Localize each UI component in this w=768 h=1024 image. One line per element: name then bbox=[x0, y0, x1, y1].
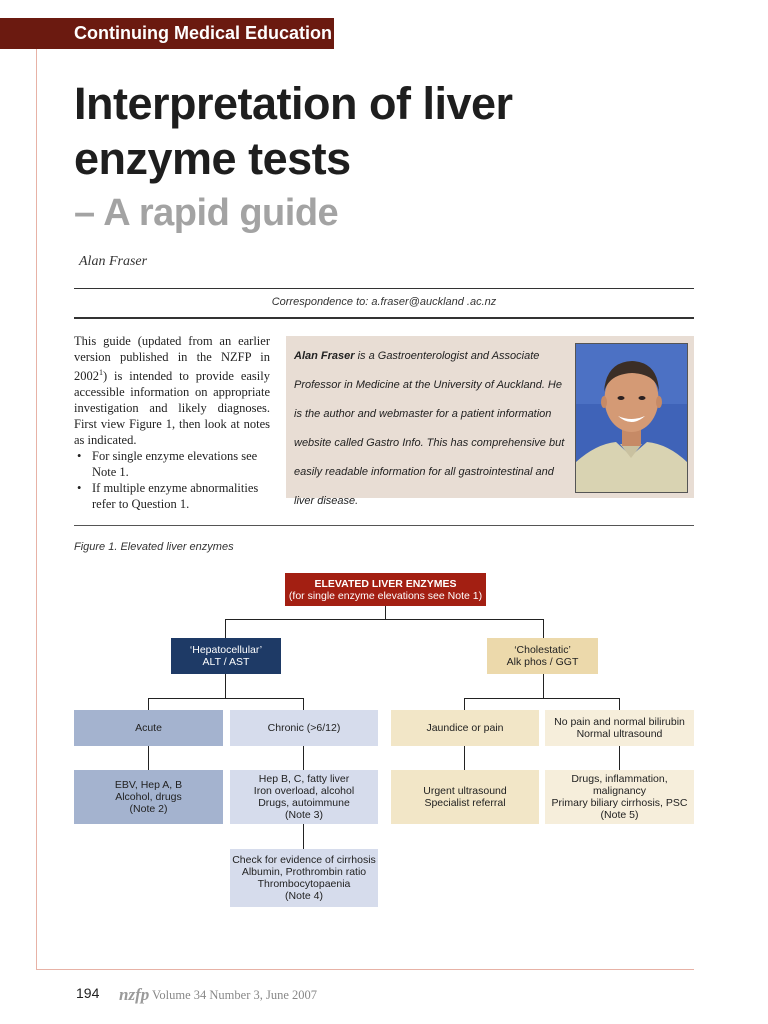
root-title: ELEVATED LIVER ENZYMES bbox=[314, 577, 457, 590]
intro-text-part2: ) is intended to provide easily accessible information on appropriate investigation and likely diagnoses. First view Figure 1, then look at notes as indicated. bbox=[74, 369, 270, 448]
acute-cause: Alcohol, drugs bbox=[115, 791, 182, 803]
page-number: 194 bbox=[76, 985, 100, 1001]
connector bbox=[619, 698, 620, 710]
bullet-item: • If multiple enzyme abnormalities refer to Question 1. bbox=[74, 480, 270, 512]
chronic-note: (Note 3) bbox=[285, 809, 323, 821]
connector bbox=[148, 698, 304, 699]
connector bbox=[543, 619, 544, 638]
volume-info: Volume 34 Number 3, June 2007 bbox=[152, 988, 318, 1002]
connector bbox=[303, 745, 304, 770]
title-line-1: Interpretation of liver bbox=[74, 78, 513, 129]
cirrhosis-check-box bbox=[230, 849, 378, 907]
cholestatic-enzymes: Alk phos / GGT bbox=[506, 656, 579, 668]
correspondence: Correspondence to: a.fraser@auckland .ac.nz bbox=[271, 296, 497, 308]
hepatocellular-label: ‘Hepatocellular’ bbox=[189, 644, 263, 656]
connector bbox=[225, 619, 544, 620]
chronic-causes-box bbox=[230, 770, 378, 824]
bio-description: is a Gastroenterologist and Associate Professor in Medicine at the University of Auckland. He is the author and webmaster for a patient information website called Gastro Info. This has comprehensive but easily readable information for all gastrointestinal and liver disease. bbox=[294, 350, 565, 507]
jaundice-action-box bbox=[391, 770, 539, 824]
journal-logo: nzfp bbox=[119, 985, 150, 1004]
root-subtitle: (for single enzyme elevations see Note 1) bbox=[288, 589, 483, 602]
connector bbox=[148, 745, 149, 770]
author-name: Alan Fraser bbox=[79, 254, 148, 269]
author-bio-text bbox=[294, 342, 570, 516]
hepatocellular-box bbox=[171, 638, 281, 674]
cirrhosis-check-item: Check for evidence of cirrhosis bbox=[232, 854, 376, 866]
acute-cause: EBV, Hep A, B bbox=[114, 779, 183, 791]
connector bbox=[619, 745, 620, 770]
intro-text-part1: This guide (updated from an earlier version published in the NZFP in 2002 bbox=[74, 334, 270, 384]
acute-box bbox=[74, 710, 223, 746]
article-title bbox=[74, 76, 694, 186]
cholestatic-box bbox=[487, 638, 598, 674]
no-pain-note: (Note 5) bbox=[600, 809, 639, 821]
footer-rule bbox=[36, 969, 694, 970]
section-banner: Continuing Medical Education bbox=[0, 18, 334, 49]
jaundice-action: Specialist referral bbox=[424, 797, 506, 809]
cirrhosis-note: (Note 4) bbox=[285, 890, 323, 902]
acute-label: Acute bbox=[135, 722, 162, 734]
citation-superscript: 1 bbox=[99, 368, 103, 377]
connector bbox=[464, 745, 465, 770]
no-pain-cause: Primary biliary cirrhosis, PSC bbox=[551, 797, 688, 809]
connector bbox=[303, 698, 304, 710]
connector bbox=[303, 823, 304, 849]
no-pain-line2: Normal ultrasound bbox=[576, 728, 663, 740]
connector bbox=[464, 698, 465, 710]
bullet-item: • For single enzyme elevations see Note 1. bbox=[74, 448, 270, 480]
intro-paragraph bbox=[74, 333, 270, 448]
connector bbox=[225, 619, 226, 638]
intro-text bbox=[74, 333, 270, 512]
no-pain-causes-box bbox=[545, 770, 694, 824]
no-pain-line1: No pain and normal bilirubin bbox=[554, 716, 685, 728]
chronic-cause: Hep B, C, fatty liver bbox=[258, 773, 350, 785]
connector bbox=[464, 698, 620, 699]
chronic-box bbox=[230, 710, 378, 746]
cirrhosis-check-item: Albumin, Prothrombin ratio bbox=[241, 866, 367, 878]
no-pain-box bbox=[545, 710, 694, 746]
connector bbox=[543, 674, 544, 698]
root-box bbox=[285, 573, 486, 606]
acute-causes-box bbox=[74, 770, 223, 824]
figure-caption: Figure 1. Elevated liver enzymes bbox=[74, 541, 234, 553]
rule-thick bbox=[74, 317, 694, 319]
connector bbox=[385, 605, 386, 620]
intro-bullets bbox=[74, 448, 270, 512]
chronic-cause: Drugs, autoimmune bbox=[258, 797, 350, 809]
cholestatic-label: ‘Cholestatic’ bbox=[514, 644, 571, 656]
chronic-label: Chronic (>6/12) bbox=[267, 722, 341, 734]
hepatocellular-enzymes: ALT / AST bbox=[202, 656, 250, 668]
author-photo bbox=[575, 343, 688, 493]
jaundice-action: Urgent ultrasound bbox=[423, 785, 507, 797]
no-pain-cause: malignancy bbox=[592, 785, 647, 797]
no-pain-cause: Drugs, inflammation, bbox=[571, 773, 668, 785]
jaundice-label: Jaundice or pain bbox=[426, 722, 504, 734]
connector bbox=[148, 698, 149, 710]
rule-figure bbox=[74, 525, 694, 526]
acute-note: (Note 2) bbox=[129, 803, 168, 815]
title-line-2: enzyme tests bbox=[74, 133, 351, 184]
rule-top bbox=[74, 288, 694, 289]
jaundice-box bbox=[391, 710, 539, 746]
chronic-cause: Iron overload, alcohol bbox=[253, 785, 355, 797]
left-margin-line bbox=[36, 49, 37, 970]
cirrhosis-check-item: Thrombocytopaenia bbox=[257, 878, 351, 890]
connector bbox=[225, 674, 226, 698]
article-subtitle: – A rapid guide bbox=[74, 192, 339, 234]
bio-author-name: Alan Fraser bbox=[294, 350, 355, 362]
